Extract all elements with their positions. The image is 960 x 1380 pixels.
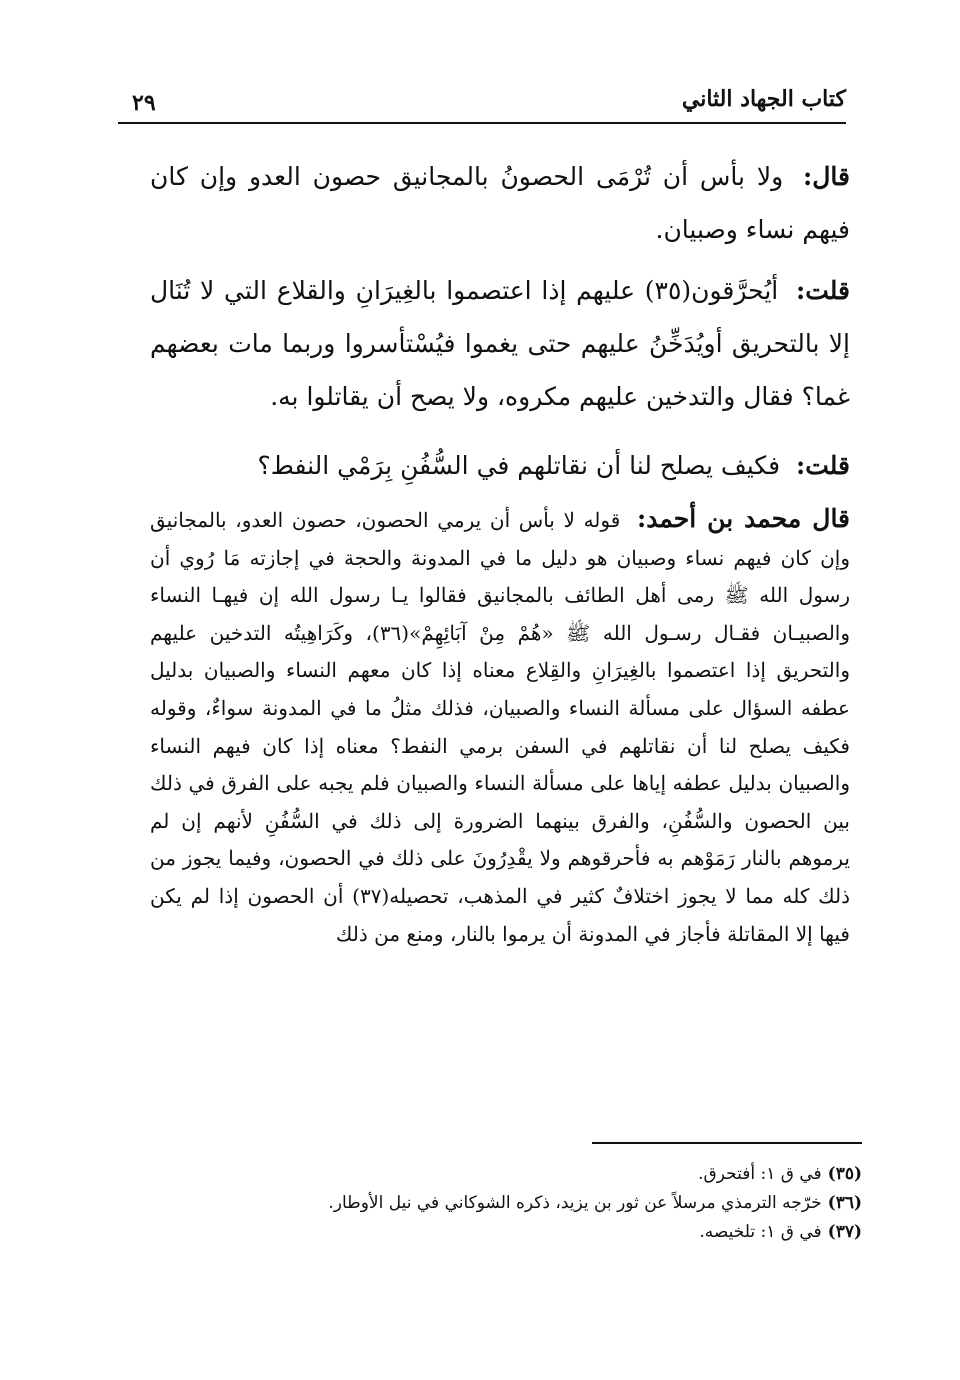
paragraph-commentary bbox=[150, 500, 850, 953]
speaker-label: قال: bbox=[803, 162, 850, 191]
footnote-number: (٣٧) bbox=[827, 1222, 862, 1242]
footnote-36 bbox=[150, 1189, 862, 1218]
speaker-label: قال محمد بن أحمد: bbox=[636, 504, 851, 533]
paragraph-text: أيُحرَّقون(٣٥) عليهم إذا اعتصموا بالغِيرَانِ والقلاع التي لا تُنَال إلا بالتحريق أويُدَخِّنُ عليهم حتى يغموا فيُسْتأسروا وربما مات بعضهم غما؟ فقال والتدخين عليهم مكروه، ولا يصح أن يقاتلوا به. bbox=[150, 276, 850, 411]
paragraph-text: قوله لا بأس أن يرمي الحصون، حصون العدو، بالمجانيق وإن كان فيهم نساء وصبيان هو دليل ما في المدونة والحجة في إجازته مَا رُوي أن رسول الله ﷺ رمى أهل الطائف بالمجانيق فقالوا يـا رسول الله إن فيهـا النساء والصبيـان فقـال رسـول الله ﷺ «هُمْ مِنْ آبَائِهِمْ»(٣٦)، وكَرَاهِيتُه التدخين عليهم والتحريق إذا اعتصموا بالغِيرَانِ والقِلاع معناه إذا كان معهم النساء والصبيان بدليل عطفه السؤال على مسألة النساء والصبيان، فذلك مثلُ ما في المدونة سواءٌ، وقوله فكيف يصلح لنا أن نقاتلهم في السفن برمي النفط؟ معناه إذا كان فيهم النساء والصبيان بدليل عطفه إياها على مسألة النساء والصبيان فلم يجبه على الفرق في ذلك بين الحصون والسُّفُنِ، والفرق بينهما الضرورة إلى ذلك في السُّفُنِ لأنهم إن لم يرموهم بالنار رَمَوْهم به فأحرقوهم ولا يقْدِرُونَ على ذلك في الحصون، وفيما يجوز من ذلك كله مما لا يجوز اختلافٌ كثير في المذهب، تحصيله(٣٧) أن الحصون إذا لم يكن فيها إلا المقاتلة فأجاز في المدونة أن يرموا بالنار، ومنع من ذلك bbox=[150, 508, 851, 946]
page-header bbox=[118, 82, 846, 124]
footnote-37 bbox=[150, 1218, 862, 1247]
paragraph-question-1 bbox=[150, 150, 850, 256]
speaker-label: قلت: bbox=[795, 276, 850, 305]
paragraph-question-2 bbox=[150, 264, 850, 423]
footnote-text: في ق ١: أفتحرق. bbox=[698, 1164, 822, 1184]
footnote-35 bbox=[150, 1160, 862, 1189]
footnote-text: في ق ١: تلخيصه. bbox=[699, 1222, 822, 1242]
footnote-divider bbox=[592, 1142, 862, 1144]
footnotes bbox=[150, 1160, 862, 1247]
speaker-label: قلت: bbox=[795, 451, 850, 480]
footnote-text: خرّجه الترمذي مرسلاً عن ثور بن يزيد، ذكره الشوكاني في نيل الأوطار. bbox=[328, 1193, 822, 1213]
paragraph-text: فكيف يصلح لنا أن نقاتلهم في السُّفُنِ بِرَمْي النفط؟ bbox=[257, 451, 781, 480]
running-title: كتاب الجهاد الثاني bbox=[681, 86, 846, 112]
paragraph-question-3 bbox=[150, 439, 850, 492]
page-number: ٢٩ bbox=[132, 90, 156, 116]
footnote-number: (٣٥) bbox=[827, 1164, 862, 1184]
paragraph-text: ولا بأس أن تُرْمَى الحصونُ بالمجانيق حصون العدو وإن كان فيهم نساء وصبيان. bbox=[150, 162, 850, 244]
main-text bbox=[150, 150, 850, 953]
footnote-number: (٣٦) bbox=[827, 1193, 862, 1213]
